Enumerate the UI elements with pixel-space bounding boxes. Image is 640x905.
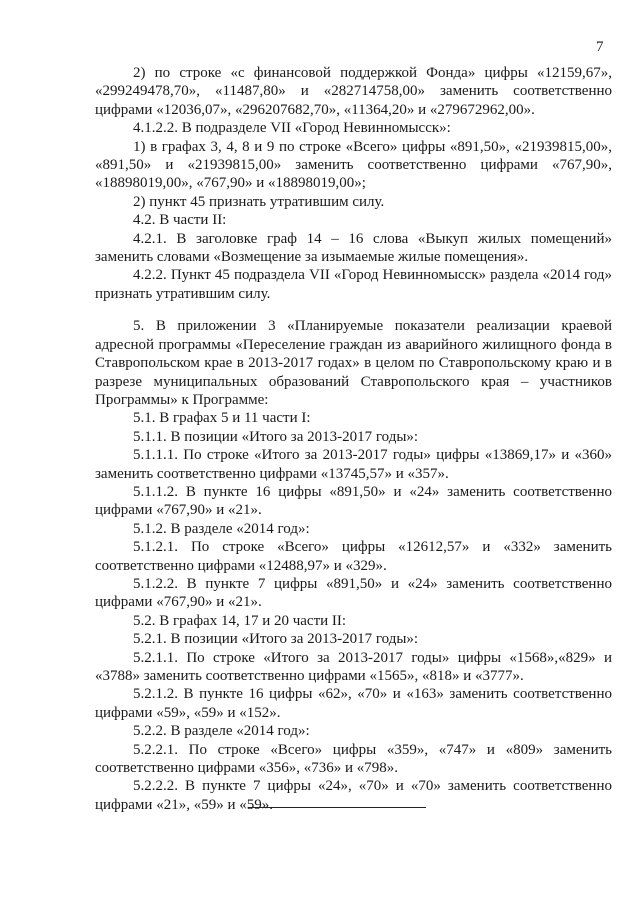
paragraph: 5.1. В графах 5 и 11 части I: (133, 410, 311, 427)
paragraph: 5.2.2.1. По строке «Всего» цифры «359», «747» и «809» заменить соответственно цифрами «356», «736» и «798». (95, 741, 612, 777)
paragraph: 2) по строке «с финансовой поддержкой Фонда» цифры «12159,67», «299249478,70», «11487,80» и «282714758,00» заменить соответственно цифрами «12036,07», «296207682,70», «11364,20» и «279672962,00». (95, 65, 612, 118)
paragraph: 5.2.2.2. В пункте 7 цифры «24», «70» и «70» заменить соответственно цифрами «21», «59» и «59». (95, 778, 612, 813)
paragraph: 5.2.2. В разделе «2014 год»: (133, 723, 310, 740)
paragraph: 5.1.1.1. По строке «Итого за 2013-2017 годы» цифры «13869,17» и «360» заменить соответственно цифрами «13745,57» и «357». (95, 447, 612, 482)
paragraph: 1) в графах 3, 4, 8 и 9 по строке «Всего» цифры «891,50», «21939815,00», «891,50» и «21939815,00» заменить соответственно цифрами «767,90», «18898019,00», «767,90» и «18898019,00»; (95, 138, 612, 192)
closing-divider-line (248, 807, 426, 808)
paragraph: 5.2.1.1. По строке «Итого за 2013-2017 годы» цифры «1568»,«829» и «3788» заменить соответственно цифрами «1565», «818» и «3777». (95, 649, 612, 684)
paragraph: 5.2.1.2. В пункте 16 цифры «62», «70» и «163» заменить соответственно цифрами «59», «59» и «152». (95, 686, 612, 721)
paragraph: 4.2.2. Пункт 45 подраздела VII «Город Невинномысск» раздела «2014 год» признать утратившим силу. (95, 267, 612, 302)
document-body (95, 64, 612, 814)
paragraph: 5.2.1. В позиции «Итого за 2013-2017 годы»: (133, 631, 419, 648)
paragraph: 2) пункт 45 признать утратившим силу. (133, 193, 385, 210)
paragraph: 5. В приложении 3 «Планируемые показатели реализации краевой адресной программы «Переселение граждан из аварийного жилищного фонда в Ставропольском крае в 2013-2017 годах» в целом по Ставропольскому краю и в разрезе муниципальных образований Ставропольского края – участников Программы» к Программе: (95, 318, 612, 408)
paragraph: 4.2. В части II: (133, 212, 227, 229)
page-number: 7 (596, 39, 604, 55)
paragraph: 5.1.2.1. По строке «Всего» цифры «12612,57» и «332» заменить соответственно цифрами «12488,97» и «329». (95, 539, 612, 574)
paragraph: 5.1.2. В разделе «2014 год»: (133, 520, 310, 537)
paragraph: 5.1.1. В позиции «Итого за 2013-2017 годы»: (133, 428, 419, 445)
paragraph: 5.2. В графах 14, 17 и 20 части II: (133, 612, 347, 629)
paragraph: 4.1.2.2. В подразделе VII «Город Невинномысск»: (133, 120, 451, 137)
paragraph: 4.2.1. В заголовке граф 14 – 16 слова «Выкуп жилых помещений» заменить словами «Возмещение за изымаемые жилые помещения». (95, 230, 612, 266)
paragraph: 5.1.1.2. В пункте 16 цифры «891,50» и «24» заменить соответственно цифрами «767,90» и «21». (95, 483, 612, 519)
paragraph: 5.1.2.2. В пункте 7 цифры «891,50» и «24» заменить соответственно цифрами «767,90» и «21». (95, 575, 612, 611)
